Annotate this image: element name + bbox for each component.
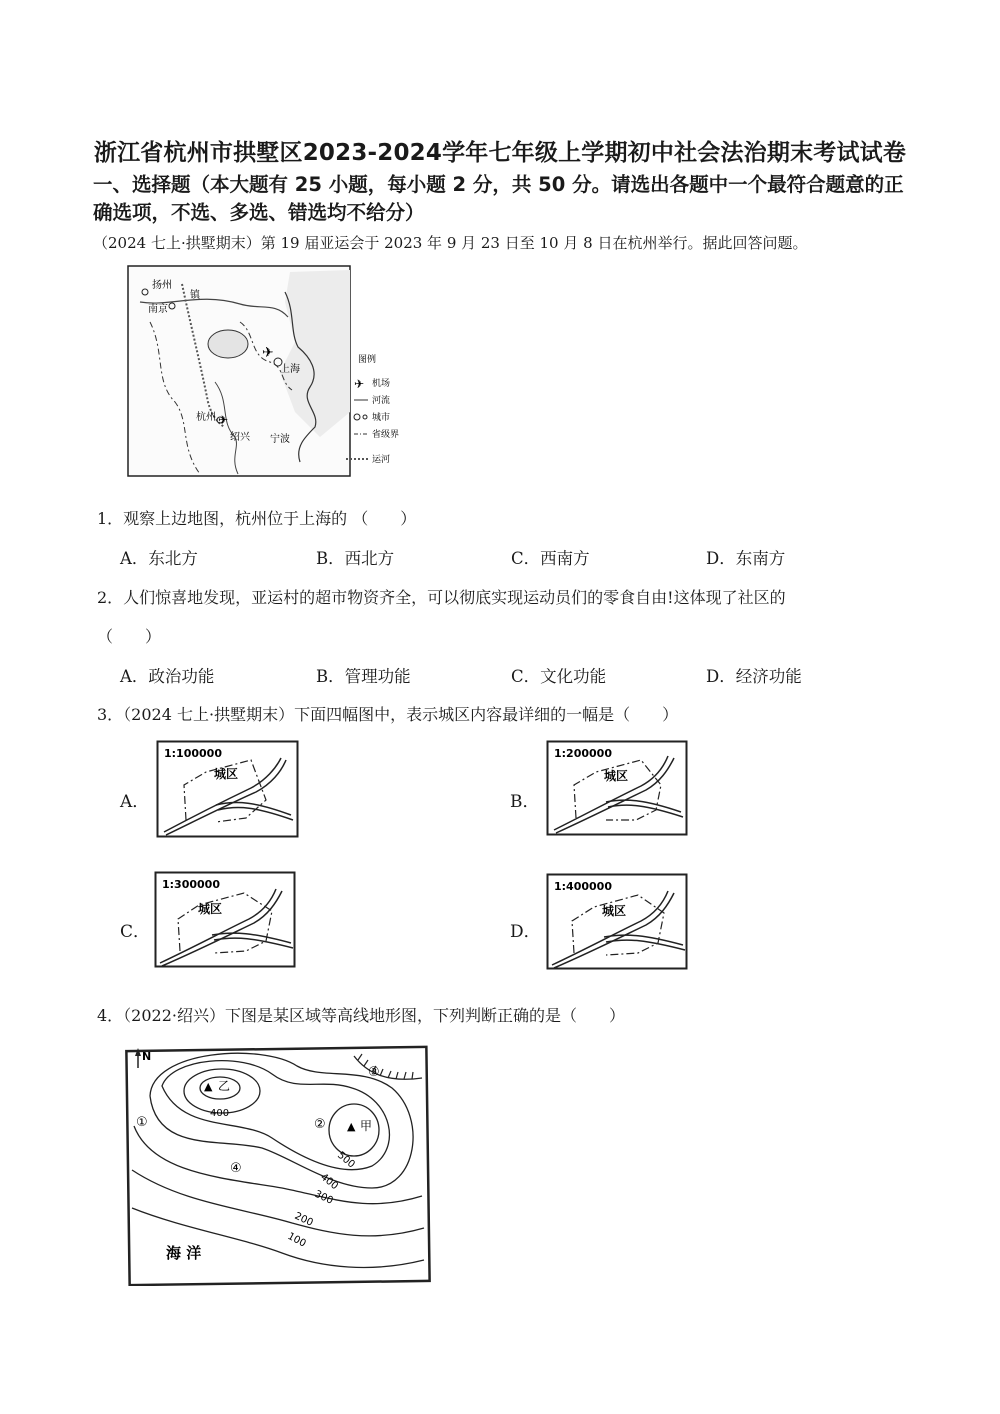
peak-triangle-icon: ▲ [204, 1080, 213, 1093]
q3-map-a[interactable] [156, 740, 299, 838]
legend-boundary: 省级界 [372, 430, 400, 440]
q2-option-c[interactable]: C．文化功能 [511, 667, 607, 686]
airport-icon: ✈ [218, 413, 229, 427]
q3-map-c[interactable] [154, 871, 296, 968]
question-4-stem: 4．（2022·绍兴）下图是某区域等高线地形图，下列判断正确的是（ ） [97, 1006, 625, 1025]
q3-map-b[interactable] [546, 740, 688, 836]
q3-map-d-area: 城区 [602, 904, 627, 918]
contour-map [122, 1038, 432, 1286]
q3-map-a-area: 城区 [214, 767, 239, 781]
point-4-label: ④ [230, 1161, 242, 1176]
city-label-nanjing: 南京 [148, 304, 168, 315]
contour-label-400b: 400 [318, 1171, 340, 1193]
q3-option-a-label[interactable]: A． [120, 792, 150, 812]
question-2-stem-cont: （ ） [97, 627, 162, 646]
point-3-label: ③ [368, 1065, 380, 1080]
section-heading-line2: 确选项，不选、多选、错选均不给分） [93, 201, 425, 224]
contour-label-500: 500 [335, 1149, 357, 1171]
intro-text: （2024 七上·拱墅期末）第 19 届亚运会于 2023 年 9 月 23 日至 10 月 8 日在杭州举行。据此回答问题。 [93, 234, 808, 252]
airport-icon: ✈ [262, 345, 274, 361]
legend-city: 城市 [372, 413, 391, 423]
legend-title: 图例 [358, 355, 377, 365]
q1-option-b[interactable]: B．西北方 [316, 549, 395, 568]
question-1-stem: 1．观察上边地图，杭州位于上海的 （ ） [97, 509, 417, 528]
q3-map-a-scale: 1:100000 [164, 747, 222, 760]
q3-map-c-scale: 1:300000 [162, 878, 220, 891]
legend-river: 河流 [372, 396, 391, 406]
q3-map-d[interactable] [546, 873, 688, 970]
contour-label-300: 300 [312, 1188, 335, 1207]
point-1-label: ① [136, 1115, 148, 1130]
q3-map-c-area: 城区 [198, 902, 223, 916]
peak-jia-label: 甲 [360, 1119, 373, 1133]
city-label-hangzhou: 杭州 [196, 412, 216, 423]
city-label-yangzhou: 扬州 [152, 280, 172, 291]
section-heading-line1: 一、选择题（本大题有 25 小题，每小题 2 分，共 50 分。请选出各题中一个最符合题意的正 [93, 173, 904, 196]
city-label-shanghai: 上海 [280, 364, 300, 375]
contour-label-200: 200 [292, 1210, 315, 1229]
section-heading [93, 171, 913, 227]
city-label-shaoxing: 绍兴 [230, 432, 250, 443]
legend-airport: 机场 [372, 379, 391, 389]
q2-option-d[interactable]: D．经济功能 [706, 667, 802, 686]
sea-label: 海 洋 [166, 1244, 202, 1262]
peak-yi-label: 乙 [218, 1079, 231, 1093]
lake-taihu [208, 330, 248, 358]
q1-option-d[interactable]: D．东南方 [706, 549, 786, 568]
q3-option-d-label[interactable]: D． [510, 922, 541, 942]
point-2-label: ② [314, 1117, 326, 1132]
hangzhou-region-map [120, 262, 410, 482]
q1-option-a[interactable]: A．东北方 [120, 549, 198, 568]
q2-option-b[interactable]: B．管理功能 [316, 667, 411, 686]
legend-canal: 运河 [372, 455, 391, 465]
question-2-stem: 2．人们惊喜地发现，亚运村的超市物资齐全，可以彻底实现运动员们的零食自由!这体现了社区的 [97, 588, 786, 607]
peak-triangle-icon: ▲ [347, 1120, 356, 1133]
q3-map-d-scale: 1:400000 [554, 880, 612, 893]
airport-icon: ✈ [354, 377, 365, 391]
question-3-stem: 3．（2024 七上·拱墅期末）下面四幅图中，表示城区内容最详细的一幅是（ ） [97, 705, 679, 724]
q3-map-b-scale: 1:200000 [554, 747, 612, 760]
q3-map-b-area: 城区 [604, 769, 629, 783]
city-label-ningbo: 宁波 [270, 434, 290, 445]
q3-option-b-label[interactable]: B． [510, 792, 540, 812]
page-title: 浙江省杭州市拱墅区2023-2024学年七年级上学期初中社会法治期末考试试卷 [93, 140, 907, 166]
q2-option-a[interactable]: A．政治功能 [120, 667, 215, 686]
contour-label-100: 100 [285, 1230, 308, 1250]
q3-option-c-label[interactable]: C． [120, 922, 151, 942]
north-label: N [142, 1050, 152, 1063]
contour-label-400a: 400 [210, 1108, 230, 1119]
city-label-zhenjiang: 镇 [190, 290, 200, 301]
q1-option-c[interactable]: C．西南方 [511, 549, 590, 568]
